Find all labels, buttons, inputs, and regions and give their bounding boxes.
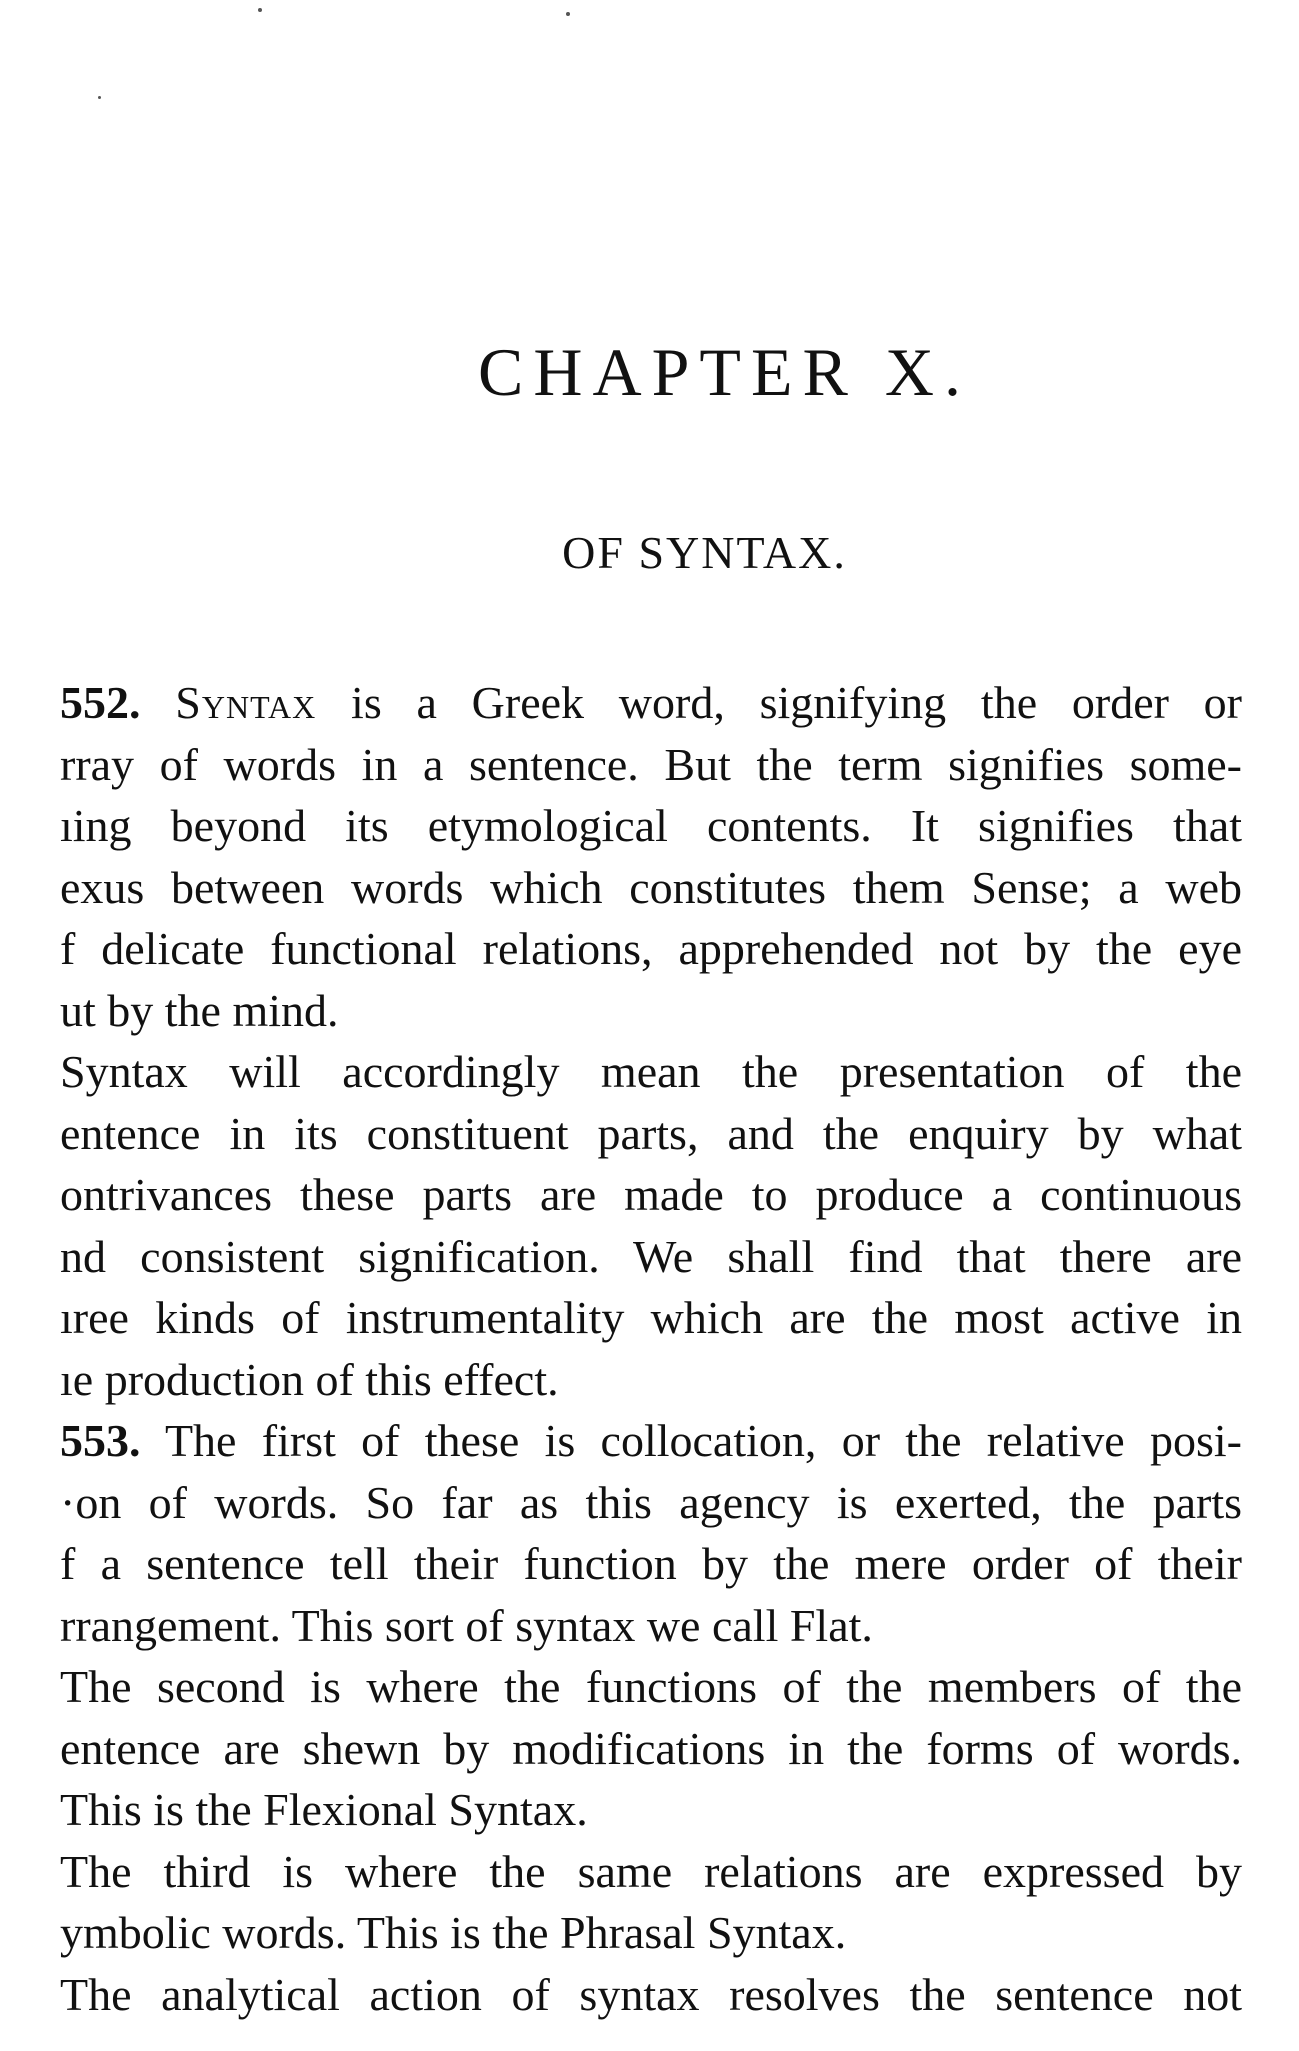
- text-line: ıree kinds of instrumentality which are the most active in: [60, 1292, 1242, 1343]
- text-line: rrangement. This sort of syntax we call Flat.: [60, 1599, 873, 1651]
- text-line: ymbolic words. This is the Phrasal Syntax.: [60, 1907, 847, 1958]
- section-number: 552.: [60, 677, 141, 728]
- text-line: f delicate functional relations, apprehended not by the eye: [60, 923, 1242, 974]
- text-line: The third is where the same relations are expressed by: [60, 1845, 1242, 1897]
- chapter-heading: CHAPTER X.: [478, 334, 971, 410]
- lead-word: Syntax: [175, 677, 317, 728]
- text-line: The second is where the functions of the members of the: [60, 1661, 1242, 1712]
- text-line: entence in its constituent parts, and the enquiry by what: [60, 1107, 1242, 1159]
- paper-speck: [566, 12, 570, 16]
- text-line: entence are shewn by modifications in the forms of words.: [60, 1722, 1242, 1774]
- text-line: ıe production of this effect.: [60, 1353, 559, 1405]
- paragraph-553d: [60, 1964, 1242, 2026]
- text-line: ıing beyond its etymological contents. It signifies that: [60, 800, 1242, 851]
- paragraph-553b: [60, 1656, 1242, 1841]
- text-line: rray of words in a sentence. But the term signifies some-: [60, 738, 1242, 790]
- section-number: 553.: [60, 1415, 141, 1466]
- text-line: Syntax will accordingly mean the presentation of the: [60, 1046, 1242, 1097]
- paragraph-553c: [60, 1841, 1242, 1964]
- text-line: nd consistent signification. We shall find that there are: [60, 1230, 1242, 1282]
- text-line: exus between words which constitutes them Sense; a web: [60, 861, 1242, 913]
- paragraph-552b: [60, 1041, 1242, 1410]
- body-text: [60, 672, 1242, 2025]
- text-line: ontrivances these parts are made to produce a continuous: [60, 1169, 1242, 1220]
- paper-speck: [98, 96, 101, 99]
- text-line: 553. The first of these is collocation, or the relative posi-: [60, 1415, 1242, 1466]
- text-line: This is the Flexional Syntax.: [60, 1784, 588, 1835]
- text-line: ·on of words. So far as this agency is exerted, the parts: [60, 1476, 1242, 1528]
- text-line: The analytical action of syntax resolves the sentence not: [60, 1968, 1242, 2020]
- section-heading: OF SYNTAX.: [562, 527, 847, 578]
- text-line: ut by the mind.: [60, 984, 339, 1036]
- text-line: 552. Syntax is a Greek word, signifying the order or: [60, 677, 1243, 728]
- paper-speck: [258, 8, 262, 12]
- paragraph-553: [60, 1410, 1242, 1656]
- paragraph-552: [60, 672, 1242, 1041]
- text-line: f a sentence tell their function by the mere order of their: [60, 1538, 1242, 1589]
